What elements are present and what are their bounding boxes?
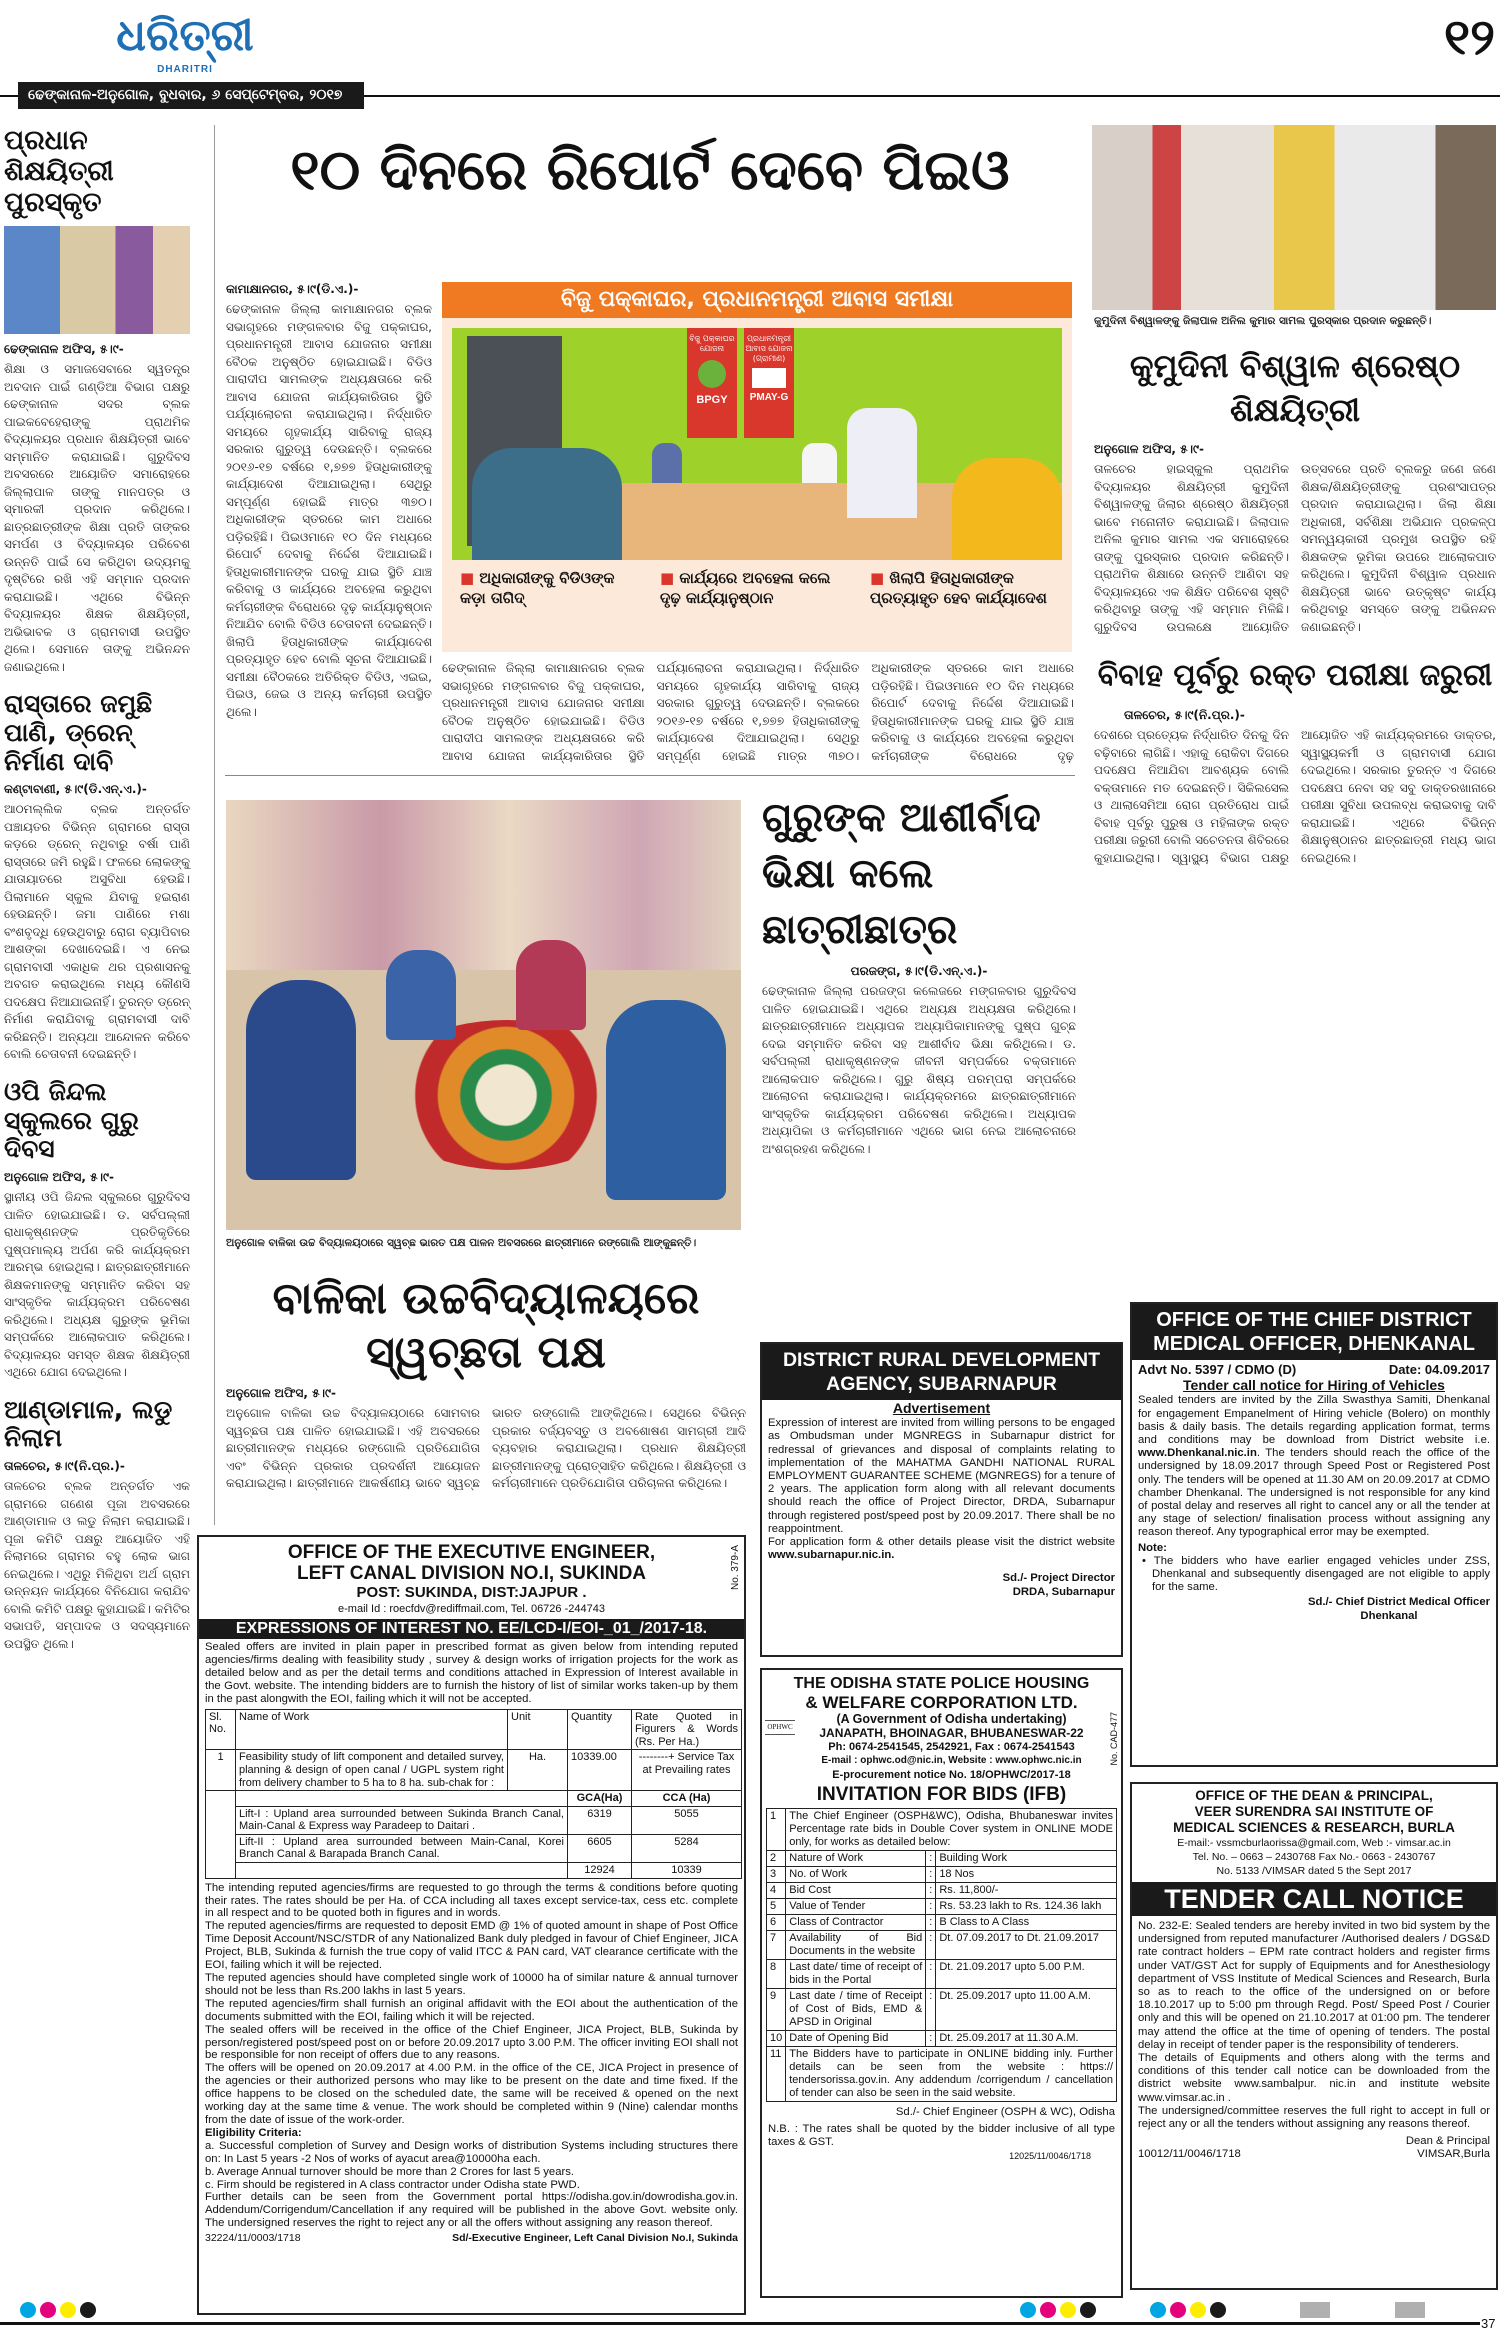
page-number-odia: ୧୨ xyxy=(1444,8,1495,66)
ad-title: & WELFARE CORPORATION LTD. xyxy=(805,1693,1078,1712)
ad-signature: DRDA, Subarnapur xyxy=(1012,1585,1115,1598)
article-body: ଢେଙ୍କାନାଳ ଜିଲ୍ଲା କାମାକ୍ଷାନଗର ବ୍ଲକ ସଭାଗୃହରେ ମଙ୍ଗଳବାର ବିଜୁ ପକ୍କାଘର, ପ୍ରଧାନମନ୍ତ୍ରୀ ଆବାସ ଯୋଜନାର ସମୀକ୍ଷା ବୈଠକ ଅନୁଷ୍ଠିତ ହୋଇଯାଇଛି। ବିଡିଓ ପାରାଦୀପ ସାମଲଙ୍କ ଅଧ୍ୟକ୍ଷତାରେ କରି ଆବାସ ଯୋଜନା କାର୍ଯ୍ୟକାରିତାର ସ୍ଥିତି ପର୍ଯ୍ୟାଲୋଚନା କରାଯାଇଥିଲା। ନିର୍ଦ୍ଧାରିତ ସମୟରେ ଗୃହକାର୍ଯ୍ୟ ସାରିବାକୁ ରାଜ୍ୟ ସରକାର ଗୁରୁତ୍ୱ ଦେଉଛନ୍ତି। ବ୍ଲକରେ ୨୦୧୬-୧୭ ବର୍ଷରେ ୧,୭୭୭ ହିତାଧିକାରୀଙ୍କୁ କାର୍ଯ୍ୟାଦେଶ ଦିଆଯାଇଥିଲା। ସେଥିରୁ ସମ୍ପୂର୍ଣ୍ଣ ହୋଇଛି ମାତ୍ର ୩୭୦। ଅଧିକାରୀଙ୍କ ସ୍ତରରେ କାମ ଅଧାରେ ପଡ଼ିରହିଛି। ପିଇଓମାନେ ୧୦ ଦିନ ମଧ୍ୟରେ ରିପୋର୍ଟ ଦେବାକୁ ନିର୍ଦ୍ଦେଶ ଦିଆଯାଇଛି। ହିତାଧିକାରୀମାନଙ୍କ ଘରକୁ ଯାଇ ସ୍ଥିତି ଯାଞ୍ଚ କରିବାକୁ ଓ କାର୍ଯ୍ୟରେ ଅବହେଳା କରୁଥିବା କର୍ମଚାରୀଙ୍କ ବିରୋଧରେ ଦୃଢ଼ କାର୍ଯ୍ୟାନୁଷ୍ଠାନ ନିଆଯିବ ବୋଲି ବିଡିଓ ଚେତାବନୀ ଦେଇଛନ୍ତି। ଖିଲାପି ହିତାଧିକାରୀଙ୍କ କାର୍ଯ୍ୟାଦେଶ ପ୍ରତ୍ୟାହୃତ ହେବ ବୋଲି ସୂଚନା ଦିଆଯାଇଛି। ସମୀକ୍ଷା ବୈଠକରେ ଅତିରିକ୍ତ ବିଡିଓ, ଏଇଇ, ପିଇଓ, ଜେଇ ଓ ଅନ୍ୟ କର୍ମଚାରୀ ଉପସ୍ଥିତ ଥିଲେ। xyxy=(226,302,432,719)
article-headline: ରାସ୍ତାରେ ଜମୁଛି ପାଣି, ଡ୍ରେନ୍ ନିର୍ମାଣ ଦାବି xyxy=(4,689,153,776)
article-body: ଆଠମଲ୍ଲିକ ବ୍ଲକ ଅନ୍ତର୍ଗତ ପଞ୍ଚାୟତର ବିଭିନ୍ନ ଗ୍ରାମରେ ରାସ୍ତା କଡ଼ରେ ଡ୍ରେନ୍ ନଥିବାରୁ ବର୍ଷା ପାଣି ରାସ୍ତାରେ ଜମି ରହୁଛି। ଫଳରେ ଲୋକଙ୍କୁ ଯାତାୟାତରେ ଅସୁବିଧା ହେଉଛି। ପିଲାମାନେ ସ୍କୁଲ ଯିବାକୁ ହଇରାଣ ହେଉଛନ୍ତି। ଜମା ପାଣିରେ ମଶା ବଂଶବୃଦ୍ଧି ହେଉଥିବାରୁ ରୋଗ ବ୍ୟାପିବାର ଆଶଙ୍କା ଦେଖାଦେଇଛି। ଏ ନେଇ ଗ୍ରାମବାସୀ ଏକାଧିକ ଥର ପ୍ରଶାସନକୁ ଅବଗତ କରାଇଥିଲେ ମଧ୍ୟ କୌଣସି ପଦକ୍ଷେପ ନିଆଯାଇନାହିଁ। ତୁରନ୍ତ ଡ୍ରେନ୍ ନିର୍ମାଣ କରାଯିବାକୁ ଗ୍ରାମବାସୀ ଦାବି କରିଛନ୍ତି। ଅନ୍ୟଥା ଆନ୍ଦୋଳନ କରିବେ ବୋଲି ଚେତାବନୀ ଦେଇଛନ୍ତି। xyxy=(4,802,190,1062)
cell: : xyxy=(926,2031,936,2047)
ad-paragraph: The details of Equipments and others along with the terms and conditions of this tender call notice can be downloaded from the district website www.sambalpur. nic.in and institute website www.vimsar.ac.in . xyxy=(1138,2052,1490,2104)
cell: : xyxy=(926,1851,936,1867)
website-link[interactable]: www.subarnapur.nic.in. xyxy=(768,1549,895,1562)
ad-signature: Dean & Principal xyxy=(1405,2135,1490,2148)
sign-code: BPGY xyxy=(696,394,728,406)
cell: 6605 xyxy=(568,1834,632,1862)
registration-dot xyxy=(1170,2302,1186,2318)
ad-paragraph: N.B. : The rates shall be quoted by the bidder inclusive of all type taxes & GST. xyxy=(768,2123,1115,2149)
article-headline: ପ୍ରଧାନ ଶିକ୍ଷୟିତ୍ରୀ ପୁରସ୍କୃତ xyxy=(4,125,114,219)
ifb-table xyxy=(766,1808,1117,2102)
ad-signature: Sd./- Project Director xyxy=(1002,1572,1115,1585)
gray-swatch xyxy=(1300,2302,1330,2318)
registration-marks xyxy=(20,2302,100,2323)
registration-dot xyxy=(1210,2302,1226,2318)
column-header: CCA (Ha) xyxy=(632,1791,742,1807)
article-body: ସ୍ଥାନୀୟ ଓପି ଜିନ୍ଦଲ ସ୍କୁଲରେ ଗୁରୁଦିବସ ପାଳିତ ହୋଇଯାଇଛି। ଡ. ସର୍ବପଲ୍ଲୀ ରାଧାକୃଷ୍ଣନଙ୍କ ପ୍ରତିକୃତିରେ ପୁଷ୍ପମାଲ୍ୟ ଅର୍ପଣ କରି କାର୍ଯ୍ୟକ୍ରମ ଆରମ୍ଭ ହୋଇଥିଲା। ଛାତ୍ରଛାତ୍ରୀମାନେ ଶିକ୍ଷକମାନଙ୍କୁ ସମ୍ମାନିତ କରିବା ସହ ସାଂସ୍କୃତିକ କାର୍ଯ୍ୟକ୍ରମ ପରିବେଷଣ କରିଥିଲେ। ଅଧ୍ୟକ୍ଷ ଗୁରୁଙ୍କ ଭୂମିକା ସମ୍ପର୍କରେ ଆଲୋକପାତ କରିଥିଲେ। ବିଦ୍ୟାଳୟର ସମସ୍ତ ଶିକ୍ଷକ ଶିକ୍ଷୟିତ୍ରୀ ଏଥିରେ ଯୋଗ ଦେଇଥିଲେ। xyxy=(4,1190,190,1380)
cell: 12924 xyxy=(568,1863,632,1879)
cell: Building Work xyxy=(936,1851,1117,1867)
ad-paragraph: The reputed agencies/firm shall furnish an original affidavit with the EOI about the authentication of the documents submitted with the EOI, failing which it will be rejected. xyxy=(205,1997,738,2023)
ad-paragraph xyxy=(768,1536,1115,1562)
main-headline: ୧୦ ଦିନରେ ରିପୋର୍ଟ ଦେବେ ପିଇଓ xyxy=(290,138,1010,203)
article-byline: ତାଳଚେର, ୫।୯(ନି.ପ୍ର.)- xyxy=(1124,708,1245,722)
article-body: ତାଳଚେର ବ୍ଲକ ଅନ୍ତର୍ଗତ ଏକ ଗ୍ରାମରେ ଗଣେଶ ପୂଜା ଅବସରରେ ଆଣ୍ଡାମାଳ ଓ ଲଡୁ ନିଲାମ କରାଯାଇଛି। ପୂଜା କମିଟି ପକ୍ଷରୁ ଆୟୋଜିତ ଏହି ନିଲାମରେ ଗ୍ରାମର ବହୁ ଲୋକ ଭାଗ ନେଇଥିଲେ। ଏଥିରୁ ମିଳିଥିବା ଅର୍ଥ ଗ୍ରାମ ଉନ୍ନୟନ କାର୍ଯ୍ୟରେ ବିନିଯୋଗ କରାଯିବ ବୋଲି କମିଟି ପକ୍ଷରୁ କୁହାଯାଇଛି। କମିଟିର ସଭାପତି, ସମ୍ପାଦକ ଓ ସଦସ୍ୟମାନେ ଉପସ୍ଥିତ ଥିଲେ। xyxy=(4,1479,190,1651)
cell: --------+ Service Tax at Prevailing rates xyxy=(632,1750,742,1791)
footer-page-number: 37 xyxy=(1481,2316,1496,2331)
ad-contact: E-mail:- vssmcburlaorissa@gmail.com, Web :- vimsar.ac.in xyxy=(1177,1837,1451,1849)
registration-marks xyxy=(1020,2302,1100,2323)
ad-notice-number: E-procurement notice No. 18/OPHWC/2017-18 xyxy=(832,1769,1071,1781)
ad-address: POST: SUKINDA, DIST:JAJPUR . xyxy=(356,1584,587,1601)
cell: Bid Cost xyxy=(786,1883,926,1899)
registration-dot xyxy=(60,2302,76,2318)
cell: 10339.00 xyxy=(568,1750,632,1791)
ad-address: JANAPATH, BHOINAGAR, BHUBANESWAR-22 xyxy=(819,1726,1084,1740)
rangoli-photo xyxy=(226,800,741,1230)
advt-number: Advt No. 5397 / CDMO (D) xyxy=(1138,1362,1297,1377)
article-byline: ତାଳଚେର, ୫।୯(ନି.ପ୍ର.)- xyxy=(4,1459,125,1474)
masthead-logo xyxy=(100,8,270,80)
ad-subheading: Tender call notice for Hiring of Vehicles xyxy=(1183,1377,1445,1394)
cell: 6 xyxy=(767,1915,786,1931)
cell: 10 xyxy=(767,2031,786,2047)
cell: 9 xyxy=(767,1989,786,2031)
ad-code: 12025/11/0046/1718 xyxy=(1009,2150,1091,2161)
sign-text: ବିଜୁ ପକ୍କାଘର ଯୋଜନା xyxy=(689,334,735,353)
article-headline: କୁମୁଦିନୀ ବିଶ୍ୱାଳ ଶ୍ରେଷ୍ଠ ଶିକ୍ଷୟିତ୍ରୀ xyxy=(1129,347,1461,429)
article-body: ତାଳଚେର ହାଇସ୍କୁଲ ପ୍ରାଥମିକ ବିଦ୍ୟାଳୟର ଶିକ୍ଷୟିତ୍ରୀ କୁମୁଦିନୀ ବିଶ୍ୱାଳଙ୍କୁ ଜିଲାର ଶ୍ରେଷ୍ଠ ଶିକ୍ଷୟିତ୍ରୀ ଭାବେ ମନୋନୀତ କରାଯାଇଛି। ଜିଲାପାଳ ଅନିଲ କୁମାର ସାମଲ ଏକ ସମାରୋହରେ ତାଙ୍କୁ ପୁରସ୍କାର ପ୍ରଦାନ କରିଛନ୍ତି। ପ୍ରାଥମିକ ଶିକ୍ଷାରେ ଉନ୍ନତି ଆଣିବା ସହ ବିଦ୍ୟାଳୟରେ ଏକ ଶିକ୍ଷିତ ପରିବେଶ ସୃଷ୍ଟି କରିଥିବାରୁ ତାଙ୍କୁ ଏହି ସମ୍ମାନ ମିଳିଛି। ଗୁରୁଦିବସ ଉପଲକ୍ଷେ ଆୟୋଜିତ ଉତ୍ସବରେ ପ୍ରତି ବ୍ଲକରୁ ଜଣେ ଜଣେ ଶିକ୍ଷକ/ଶିକ୍ଷୟିତ୍ରୀଙ୍କୁ ପ୍ରଶଂସାପତ୍ର ପ୍ରଦାନ କରାଯାଇଥିଲା। ଜିଲା ଶିକ୍ଷା ଅଧିକାରୀ, ସର୍ବଶିକ୍ଷା ଅଭିଯାନ ପ୍ରକଳ୍ପ ସମନ୍ୱୟକାରୀ ପ୍ରମୁଖ ଉପସ୍ଥିତ ରହି ଶିକ୍ଷକଙ୍କ ଭୂମିକା ଉପରେ ଆଲୋକପାତ କରିଥିଲେ। କୁମୁଦିନୀ ବିଶ୍ୱାଳ ପ୍ରଧାନ ଶିକ୍ଷୟିତ୍ରୀ ଭାବେ ଉତ୍କୃଷ୍ଟ କାର୍ଯ୍ୟ କରିଥିବାରୁ ସମସ୍ତେ ତାଙ୍କୁ ଅଭିନନ୍ଦନ ଜଣାଇଛନ୍ତି। xyxy=(1094,462,1496,634)
article-headline: ଆଣ୍ଡାମାଳ, ଲଡୁ ନିଲାମ xyxy=(4,1394,173,1453)
table-row xyxy=(206,1806,742,1834)
registration-dot xyxy=(40,2302,56,2318)
column-header: GCA(Ha) xyxy=(568,1791,632,1807)
main-story-text xyxy=(226,282,432,773)
registration-dot xyxy=(1060,2302,1076,2318)
registration-dot xyxy=(1040,2302,1056,2318)
ad-text: For application form & other details please visit the district website xyxy=(768,1536,1115,1549)
ad-paragraph: The sealed offers will be received in the office of the Chief Engineer, JICA Project, BLB, Sukinda by person/registered post/speed post on or before 20.09.2017 upto 3.00 P.M. The officer inviting EOI shall not be responsible for non receipt of offers due to any reasons. xyxy=(205,2023,738,2062)
ad-signature: Dhenkanal xyxy=(1360,1609,1418,1622)
cell: Dt. 21.09.2017 upto 5.00 P.M. xyxy=(936,1960,1117,1989)
article-byline: ପରଜଙ୍ଗ, ୫।୯(ଡି.ଏନ୍.ଏ.)- xyxy=(850,964,988,978)
ad-paragraph: c. Firm should be registered in A class contractor under Odisha state PWD. xyxy=(205,2178,580,2191)
article-byline: ଢେଙ୍କାନାଳ ଅଫିସ, ୫।୯- xyxy=(4,342,124,357)
column-header: Rate Quoted in Figurers & Words (Rs. Per Ha.) xyxy=(632,1709,742,1750)
table-row xyxy=(767,1960,1117,1989)
ad-signature: Sd./- Chief District Medical Officer xyxy=(1307,1596,1490,1609)
cell: 11 xyxy=(767,2047,786,2102)
cdmo-advertisement xyxy=(1130,1302,1498,1767)
felicitation-photo xyxy=(1092,125,1496,310)
key-point-text: ଖିଲାପି ହିତାଧିକାରୀଙ୍କ ପ୍ରତ୍ୟାହୃତ ହେବ କାର୍ଯ୍ୟାଦେଶ xyxy=(870,569,1047,607)
ad-title: MEDICAL OFFICER, DHENKANAL xyxy=(1153,1333,1475,1355)
registration-marks xyxy=(1150,2302,1230,2323)
ad-paragraph: Expression of interest are invited from willing persons to be engaged as Ombudsman under MGNREGS in Subarnapur district for redressal of grievances and disposal of complaints relating to implementation of the MAHATMA GANDHI NATIONAL RURAL EMPLOYMENT GUARANTEE SCHEME (MGNREGS) for a tenure of 2 years. The application form along with all relevant documents should reach the office of Project Director, DRDA, Subarnapur through registered post/speed post by 20.09.2017. There shall be no reappointment. xyxy=(768,1417,1115,1535)
ad-title-bar xyxy=(1132,1304,1496,1360)
column-divider xyxy=(214,125,215,1525)
registration-dot xyxy=(1150,2302,1166,2318)
key-points xyxy=(460,568,1060,608)
ad-paragraph: The undersigned/committee reserves the full right to accept in full or reject any or all the tenders without assigning any reasons thereof. xyxy=(1138,2104,1490,2131)
registration-dot xyxy=(1020,2302,1036,2318)
ad-note-label: Note: xyxy=(1138,1541,1167,1554)
vimsar-advertisement xyxy=(1130,1782,1498,2290)
key-point: ■ ଖିଲାପି ହିତାଧିକାରୀଙ୍କ ପ୍ରତ୍ୟାହୃତ ହେବ କାର୍ଯ୍ୟାଦେଶ xyxy=(870,569,1047,607)
ad-subheading: Eligibility Criteria: xyxy=(205,2126,302,2139)
cell: 5284 xyxy=(632,1834,742,1862)
cell: 1 xyxy=(206,1750,236,1791)
sign-code: PMAY-G xyxy=(749,392,789,403)
cell: Rs. 11,800/- xyxy=(936,1883,1117,1899)
table-row xyxy=(206,1750,742,1791)
ad-title: THE ODISHA STATE POLICE HOUSING xyxy=(793,1675,1090,1692)
cell: B Class to A Class xyxy=(936,1915,1117,1931)
cell: 4 xyxy=(767,1883,786,1899)
ad-subheading: Advertisement xyxy=(892,1400,991,1416)
cell: Nature of Work xyxy=(786,1851,926,1867)
ad-paragraph: b. Average Annual turnover should be more than 2 Crores for last 5 years. xyxy=(205,2165,575,2178)
column-header: Unit xyxy=(508,1709,568,1750)
cell: Date of Opening Bid xyxy=(786,2031,926,2047)
ad-title: INVITATION FOR BIDS (IFB) xyxy=(816,1784,1067,1805)
ad-title: LEFT CANAL DIVISION NO.I, SUKINDA xyxy=(296,1563,647,1584)
pmay-sign xyxy=(744,328,794,438)
cell: Value of Tender xyxy=(786,1899,926,1915)
ad-bullet: • The bidders who have earlier engaged vehicles under ZSS, Dhenkanal and subsequently disengaged are not eligible to apply for the same. xyxy=(1142,1554,1490,1594)
award-photo xyxy=(4,226,190,334)
photo-caption: ଅନୁଗୋଳ ବାଳିକା ଉଚ୍ଚ ବିଦ୍ୟାଳୟଠାରେ ସ୍ୱଚ୍ଛ ଭାରତ ପକ୍ଷ ପାଳନ ଅବସରରେ ଛାତ୍ରୀମାନେ ରଙ୍ଗୋଲି ଆଙ୍କୁଛନ୍ତି। xyxy=(226,1237,697,1249)
ad-paragraph: The offers will be opened on 20.09.2017 at 4.00 P.M. in the office of the CE, JICA Project in presence of the agencies or their authorized persons who may like to be present on the date and time fixed. If the office happens to be closed on the scheduled date, the same will be received & opened on the next working day at the same time & venue. The work should be completed within 9 (Nine) calendar months from the date of issue of the work-order. xyxy=(205,2062,738,2126)
website-link[interactable]: www.Dhenkanal.nic.in xyxy=(1138,1447,1257,1460)
table-row xyxy=(767,1989,1117,2031)
cell: : xyxy=(926,1883,936,1899)
balika-article xyxy=(226,1272,746,1493)
cell: 10339 xyxy=(632,1863,742,1879)
table-row xyxy=(767,1883,1117,1899)
cell: : xyxy=(926,1931,936,1960)
ophwc-advertisement xyxy=(760,1668,1123,2298)
column-header: Sl. No. xyxy=(206,1709,236,1750)
cell: : xyxy=(926,1915,936,1931)
article-body: ଶିକ୍ଷା ଓ ସମାଜସେବାରେ ସ୍ୱତନ୍ତ୍ର ଅବଦାନ ପାଇଁ ଗଣ୍ଡିଆ ବିଭାଗ ପକ୍ଷରୁ ଢେଙ୍କାନାଳ ସଦର ବ୍ଲକ ପାଇକବେହେରାଙ୍କୁ ପ୍ରାଥମିକ ବିଦ୍ୟାଳୟର ପ୍ରଧାନ ଶିକ୍ଷୟିତ୍ରୀ ଭାବେ ସମ୍ମାନିତ କରାଯାଇଛି। ଗୁରୁଦିବସ ଅବସରରେ ଆୟୋଜିତ ସମାରୋହରେ ଜିଲ୍ଲାପାଳ ତାଙ୍କୁ ମାନପତ୍ର ଓ ସ୍ମାରକୀ ପ୍ରଦାନ କରିଥିଲେ। ଛାତ୍ରଛାତ୍ରୀଙ୍କ ଶିକ୍ଷା ପ୍ରତି ତାଙ୍କର ସମର୍ପଣ ଓ ବିଦ୍ୟାଳୟର ପରିବେଶ ଉନ୍ନତି ପାଇଁ ସେ କରିଥିବା ଉଦ୍ୟମକୁ ଦୃଷ୍ଟିରେ ରଖି ଏହି ସମ୍ମାନ ପ୍ରଦାନ କରାଯାଇଛି। ଏଥିରେ ବିଭିନ୍ନ ବିଦ୍ୟାଳୟର ଶିକ୍ଷକ ଶିକ୍ଷୟିତ୍ରୀ, ଅଭିଭାବକ ଓ ଗ୍ରାମବାସୀ ଉପସ୍ଥିତ ଥିଲେ। ସେମାନେ ତାଙ୍କୁ ଅଭିନନ୍ଦନ ଜଣାଇଥିଲେ। xyxy=(4,362,190,674)
article-headline: ଗୁରୁଙ୍କ ଆଶୀର୍ବାଦ ଭିକ୍ଷା କଲେ ଛାତ୍ରୀଛାତ୍ର xyxy=(762,795,1041,953)
article-body: ଦେଶରେ ପ୍ରତ୍ୟେକ ନିର୍ଦ୍ଧାରିତ ଦିନକୁ ଦିନ ବଢ଼ିବାରେ ଲାଗିଛି। ଏହାକୁ ରୋକିବା ଦିଗରେ ପଦକ୍ଷେପ ନିଆଯିବା ଆବଶ୍ୟକ ବୋଲି ବକ୍ତାମାନେ ମତ ଦେଇଛନ୍ତି। ସିକିଲସେଲ ଓ ଥାଲାସେମିଆ ରୋଗ ପ୍ରତିରୋଧ ପାଇଁ ବିବାହ ପୂର୍ବରୁ ପୁରୁଷ ଓ ମହିଳାଙ୍କ ରକ୍ତ ପରୀକ୍ଷା ଜରୁରୀ ବୋଲି ସଚେତନତା ଶିବିରରେ କୁହାଯାଇଥିଲା। ସ୍ୱାସ୍ଥ୍ୟ ବିଭାଗ ପକ୍ଷରୁ ଆୟୋଜିତ ଏହି କାର୍ଯ୍ୟକ୍ରମରେ ଡାକ୍ତର, ସ୍ୱାସ୍ଥ୍ୟକର୍ମୀ ଓ ଗ୍ରାମବାସୀ ଯୋଗ ଦେଇଥିଲେ। ସରକାର ତୁରନ୍ତ ଏ ଦିଗରେ ପଦକ୍ଷେପ ନେବା ସହ ସବୁ ଡାକ୍ତରଖାନାରେ ପରୀକ୍ଷା ସୁବିଧା ଉପଲବ୍ଧ କରାଇବାକୁ ଦାବି କରାଯାଇଛି। ଏଥିରେ ବିଭିନ୍ନ ଶିକ୍ଷାନୁଷ୍ଠାନର ଛାତ୍ରଛାତ୍ରୀ ମଧ୍ୟ ଭାଗ ନେଇଥିଲେ। xyxy=(1094,728,1496,865)
ad-contact: Ph: 0674-2541545, 2542921, Fax : 0674-2541543 xyxy=(828,1741,1075,1753)
table-row xyxy=(206,1863,742,1879)
cell: : xyxy=(926,1899,936,1915)
main-story-continued: ଢେଙ୍କାନାଳ ଜିଲ୍ଲା କାମାକ୍ଷାନଗର ବ୍ଲକ ସଭାଗୃହରେ ମଙ୍ଗଳବାର ବିଜୁ ପକ୍କାଘର, ପ୍ରଧାନମନ୍ତ୍ରୀ ଆବାସ ଯୋଜନାର ସମୀକ୍ଷା ବୈଠକ ଅନୁଷ୍ଠିତ ହୋଇଯାଇଛି। ବିଡିଓ ପାରାଦୀପ ସାମଲଙ୍କ ଅଧ୍ୟକ୍ଷତାରେ କରି ଆବାସ ଯୋଜନା କାର୍ଯ୍ୟକାରିତାର ସ୍ଥିତି ପର୍ଯ୍ୟାଲୋଚନା କରାଯାଇଥିଲା। ନିର୍ଦ୍ଧାରିତ ସମୟରେ ଗୃହକାର୍ଯ୍ୟ ସାରିବାକୁ ରାଜ୍ୟ ସରକାର ଗୁରୁତ୍ୱ ଦେଉଛନ୍ତି। ବ୍ଲକରେ ୨୦୧୬-୧୭ ବର୍ଷରେ ୧,୭୭୭ ହିତାଧିକାରୀଙ୍କୁ କାର୍ଯ୍ୟାଦେଶ ଦିଆଯାଇଥିଲା। ସେଥିରୁ ସମ୍ପୂର୍ଣ୍ଣ ହୋଇଛି ମାତ୍ର ୩୭୦। ଅଧିକାରୀଙ୍କ ସ୍ତରରେ କାମ ଅଧାରେ ପଡ଼ିରହିଛି। ପିଇଓମାନେ ୧୦ ଦିନ ମଧ୍ୟରେ ରିପୋର୍ଟ ଦେବାକୁ ନିର୍ଦ୍ଦେଶ ଦିଆଯାଇଛି। ହିତାଧିକାରୀମାନଙ୍କ ଘରକୁ ଯାଇ ସ୍ଥିତି ଯାଞ୍ଚ କରିବାକୁ ଓ କାର୍ଯ୍ୟରେ ଅବହେଳା କରୁଥିବା କର୍ମଚାରୀଙ୍କ ବିରୋଧରେ ଦୃଢ଼ xyxy=(442,661,1074,763)
ad-title: AGENCY, SUBARNAPUR xyxy=(826,1373,1057,1395)
advt-date: Date: 04.09.2017 xyxy=(1388,1362,1490,1377)
cell: 18 Nos xyxy=(936,1867,1117,1883)
ad-title: VEER SURENDRA SAI INSTITUTE OF xyxy=(1194,1804,1434,1819)
cell: : xyxy=(926,1989,936,2031)
guru-article xyxy=(762,790,1076,1158)
cell: : xyxy=(926,1960,936,1989)
table-row xyxy=(767,2047,1117,2102)
section-rule xyxy=(225,775,1075,776)
ad-contact: e-mail Id : roecfdv@rediffmail.com, Tel. 06726 -244743 xyxy=(338,1603,605,1615)
eoi-work-table xyxy=(205,1709,742,1879)
cell: No. of Work xyxy=(786,1867,926,1883)
logo-subtitle: DHARITRI xyxy=(157,64,213,75)
table-row xyxy=(767,1931,1117,1960)
article-byline: ଅନୁଗୋଳ ଅଫିସ, ୫।୯- xyxy=(4,1170,114,1185)
cell: Feasibility study of lift component and detailed survey, planning & design of open canal / UGPL system right from delivery chamber to 5 ha to 8 ha. sub-chak for : xyxy=(236,1750,508,1791)
cell: The Bidders have to participate in ONLINE bidding inly. Further details can be seen from the website : https:// tendersorissa.gov.in. Any addendum /corrigendum / cancellation of tender can also be seen in the said website. xyxy=(786,2047,1117,2102)
ad-code: 32224/11/0003/1718 xyxy=(205,2232,301,2245)
article-headline: ବିବାହ ପୂର୍ବରୁ ରକ୍ତ ପରୀକ୍ଷା ଜରୁରୀ xyxy=(1097,658,1493,693)
table-row xyxy=(206,1834,742,1862)
registration-dot xyxy=(1190,2302,1206,2318)
highlight-banner: ବିଜୁ ପକ୍କାଘର, ପ୍ରଧାନମନ୍ତ୍ରୀ ଆବାସ ସମୀକ୍ଷା xyxy=(442,282,1072,318)
cell: : xyxy=(926,1867,936,1883)
ad-paragraph: No. 232-E: Sealed tenders are hereby invited in two bid system by the undersigned from reputed manufacturer /Authorised dealers / DGS&D rate contract holders – EPM rate contract holders and register firms under VAT/GST Act for supply of Equipments and for Anesthesiology department of VSS Institute of Medical Sciences and Research, Burla so as to reach to the office of the undersigned on or before 18.10.2017 up to 5:00 pm through Regd. Post/ Speed Post / Courier only and this will be opened on 21.10.2017 at 01:00 pm. The tenderer may attend the office at the time of opening of tenders. The postal delay in receipt of tender paper is the responsibility of tenderers. xyxy=(1138,1920,1490,2051)
dateline: ଢେଙ୍କାନାଳ-ଅନୁଗୋଳ, ବୁଧବାର, ୬ ସେପ୍ଟେମ୍ବର, ୨୦୧୭ xyxy=(18,82,364,109)
cell: Lift-II : Upland area surrounded between Main-Canal, Korei Branch Canal & Barapada Branch Canal. xyxy=(236,1834,568,1862)
column-header: Name of Work xyxy=(236,1709,508,1750)
registration-dot xyxy=(1080,2302,1096,2318)
ad-reference-number: No. CAD-477 xyxy=(1109,1712,1119,1766)
left-column xyxy=(4,125,190,1653)
ad-paragraph: Further details can be seen from the Government portal https://odisha.gov.in/dowrodisha.gov.in. Addendum/Corrigendum/Cancellation if any required will be published in the above Govt. website only. The undersigned reserves the right to reject any or all the offers without assigning any reason thereof. xyxy=(205,2191,738,2230)
ad-title: MEDICAL SCIENCES & RESEARCH, BURLA xyxy=(1173,1820,1455,1835)
key-point-text: କାର୍ଯ୍ୟରେ ଅବହେଳା କଲେ ଦୃଢ଼ କାର୍ଯ୍ୟାନୁଷ୍ଠାନ xyxy=(660,569,831,607)
bpgy-sign xyxy=(687,328,737,438)
ad-signature: Sd./- Chief Engineer (OSPH & WC), Odisha xyxy=(895,2106,1115,2118)
table-row xyxy=(767,1899,1117,1915)
article-body: ଅନୁଗୋଳ ବାଳିକା ଉଚ୍ଚ ବିଦ୍ୟାଳୟଠାରେ ସୋମବାର ସ୍ୱଚ୍ଛତା ପକ୍ଷ ପାଳିତ ହୋଇଯାଇଛି। ଏହି ଅବସରରେ ଛାତ୍ରୀମାନଙ୍କ ମଧ୍ୟରେ ରଙ୍ଗୋଲି ପ୍ରତିଯୋଗିତା ଏବଂ ବିଭିନ୍ନ ପ୍ରକାର ପ୍ରଦର୍ଶନୀ ଆୟୋଜନ କରାଯାଇଥିଲା। ଛାତ୍ରୀମାନେ ଆକର୍ଷଣୀୟ ଭାବେ ସ୍ୱଚ୍ଛ ଭାରତ ରଙ୍ଗୋଲି ଆଙ୍କିଥିଲେ। ସେଥିରେ ବିଭିନ୍ନ ପ୍ରକାର ବର୍ଜ୍ୟବସ୍ତୁ ଓ ଅବଶୋଷଣ ସାମଗ୍ରୀ ଆଦି ବ୍ୟବହାର କରାଯାଇଥିଲା। ପ୍ରଧାନ ଶିକ୍ଷୟିତ୍ରୀ ଛାତ୍ରୀମାନଙ୍କୁ ପ୍ରୋତ୍ସାହିତ କରିଥିଲେ। ଶିକ୍ଷୟିତ୍ରୀ ଓ କର୍ମଚାରୀମାନେ ପ୍ରତିଯୋଗିତା ପରିଚାଳନା କରିଥିଲେ। xyxy=(226,1406,746,1490)
cell: Ha. xyxy=(508,1750,568,1791)
ophwc-logo: OPHWC xyxy=(765,1720,795,1735)
article-headline: ଓପି ଜିନ୍ଦଲ ସ୍କୁଲରେ ଗୁରୁ ଦିବସ xyxy=(4,1076,139,1164)
cell: 3 xyxy=(767,1867,786,1883)
cell: The Chief Engineer (OSPH&WC), Odisha, Bhubaneswar invites Percentage rate bids in Double Cover system in ONLINE MODE only, for works as detailed below: xyxy=(786,1809,1117,1851)
article-byline: କଣ୍ଟାବାଣୀ, ୫।୯(ଡି.ଏନ୍.ଏ.)- xyxy=(4,782,147,797)
ad-title: OFFICE OF THE DEAN & PRINCIPAL, xyxy=(1195,1788,1433,1803)
ad-title: OFFICE OF THE CHIEF DISTRICT xyxy=(1156,1309,1472,1331)
cell: Last date / time of Receipt of Cost of Bids, EMD & APSD in Original xyxy=(786,1989,926,2031)
cell: 2 xyxy=(767,1851,786,1867)
ad-paragraph: The reputed agencies should have completed single work of 10000 ha of similar nature & annual turnover should not be less than Rs.200 lakhs in last 5 years. xyxy=(205,1972,738,1997)
table-row xyxy=(206,1791,742,1807)
ad-title-bar: TENDER CALL NOTICE xyxy=(1132,1882,1496,1916)
article-body: ଢେଙ୍କାନାଳ ଜିଲ୍ଲା ପରଜଙ୍ଗ କଲେଜରେ ମଙ୍ଗଳବାର ଗୁରୁଦିବସ ପାଳିତ ହୋଇଯାଇଛି। ଏଥିରେ ଅଧ୍ୟକ୍ଷ ଅଧ୍ୟକ୍ଷତା କରିଥିଲେ। ଛାତ୍ରଛାତ୍ରୀମାନେ ଅଧ୍ୟାପକ ଅଧ୍ୟାପିକାମାନଙ୍କୁ ପୁଷ୍ପ ଗୁଚ୍ଛ ଦେଇ ସମ୍ମାନିତ କରିବା ସହ ଆଶୀର୍ବାଦ ଭିକ୍ଷା କରିଥିଲେ। ଡ. ସର୍ବପଲ୍ଲୀ ରାଧାକୃଷ୍ଣନଙ୍କ ଜୀବନୀ ସମ୍ପର୍କରେ ବକ୍ତାମାନେ ଆଲୋକପାତ କରିଥିଲେ। ଗୁରୁ ଶିଷ୍ୟ ପରମ୍ପରା ସମ୍ପର୍କରେ ଆଲୋଚନା କରାଯାଇଥିଲା। କାର୍ଯ୍ୟକ୍ରମରେ ଛାତ୍ରଛାତ୍ରୀମାନେ ସାଂସ୍କୃତିକ କାର୍ଯ୍ୟକ୍ରମ ପରିବେଷଣ କରିଥିଲେ। ଅଧ୍ୟାପକ ଅଧ୍ୟାପିକା ଓ କର୍ମଚାରୀମାନେ ଏଥିରେ ଭାଗ ନେଇ ଆଲୋଚନାରେ ଅଂଶଗ୍ରହଣ କରିଥିଲେ। xyxy=(762,984,1076,1156)
footer-rule xyxy=(0,2322,1480,2325)
table-row: 1 The Chief Engineer (OSPH&WC), Odisha, Bhubaneswar invites Percentage rate bids in Double Cover system in ONLINE MODE only, for works as detailed below: xyxy=(767,1809,1117,1851)
cell: Class of Contractor xyxy=(786,1915,926,1931)
cell: 5 xyxy=(767,1899,786,1915)
article-byline: ଅନୁଗୋଳ ଅଫିସ, ୫।୯- xyxy=(1094,442,1204,456)
table-row xyxy=(767,1915,1117,1931)
ad-title: DISTRICT RURAL DEVELOPMENT xyxy=(782,1349,1101,1371)
cell: 6319 xyxy=(568,1806,632,1834)
key-point: ■ ଅଧିକାରୀଙ୍କୁ ବିଡିଓଙ୍କ କଡ଼ା ତାଗିଦ୍ xyxy=(460,569,615,607)
column-header: Quantity xyxy=(568,1709,632,1750)
registration-dot xyxy=(20,2302,36,2318)
ad-title-bar: EXPRESSIONS OF INTEREST NO. EE/LCD-I/EOI-_01_/2017-18. xyxy=(199,1619,744,1639)
review-meeting-photo xyxy=(452,328,1062,560)
ad-text: The bidders who have earlier engaged vehicles under ZSS, Dhenkanal and subsequently disengaged are not eligible to apply for the same. xyxy=(1152,1554,1490,1594)
ad-code: 10012/11/0046/1718 xyxy=(1138,2148,1241,2161)
logo-text: ଧରିତ୍ରୀ xyxy=(116,10,254,61)
highlight-box xyxy=(442,282,1072,652)
ad-reference-number: No. 379-A xyxy=(730,1545,741,1591)
ad-paragraph: The intending reputed agencies/firms are requested to go through the terms & conditions before quoting their rates. The rates should be per Ha. of CCA including all taxes except service-tax, cess etc. complete in all respect and to be quoted both in figures and in words. xyxy=(205,1881,738,1920)
article-headline: ବାଳିକା ଉଚ୍ଚବିଦ୍ୟାଳୟରେ ସ୍ୱଚ୍ଛତା ପକ୍ଷ xyxy=(272,1273,700,1378)
cell: Rs. 53.23 lakh to Rs. 124.36 lakh xyxy=(936,1899,1117,1915)
eoi-advertisement xyxy=(197,1535,746,2315)
article-byline: ଅନୁଗୋଳ ଅଫିସ, ୫।୯- xyxy=(226,1386,336,1400)
ad-paragraph: Sealed offers are invited in plain paper in prescribed format as given below from intending reputed agencies/firms dealing with feasibility study , survey & design works of irrigation projects for the work as detailed below and as per the detail terms and conditions attached in Expression of Interest available in the Govt. website. The intending bidders are to furnish the history of list of similar works taken-up by them in the past alongwith the EOI, failing which it will not be accepted. xyxy=(205,1641,738,1705)
cell: 5055 xyxy=(632,1806,742,1834)
ad-line: (A Government of Odisha undertaking) xyxy=(836,1712,1067,1726)
ad-signature: Sd/-Executive Engineer, Left Canal Division No.I, Sukinda xyxy=(452,2232,738,2245)
ad-text: . The tenders should reach the office of the undersigned by 18.09.2017 through Speed Post or Registered Post only. The tenders will be opened at 11.30 AM on 20.09.2017 at CDMO chamber Dhenkanal. The undersigned is not responsible for any kind of postal delay and reserves all right to cancel any or all the tender at any stage of selection/ finalisation process without assigning any reason thereof. Any typographical error may be exempted. xyxy=(1138,1447,1490,1539)
ad-contact: E-mail : ophwc.od@nic.in, Website : www.ophwc.nic.in xyxy=(821,1755,1082,1766)
ad-paragraph: a. Successful completion of Survey and Design works of distribution Systems including structures there on: In Last 5 years -2 Nos of works of ayacut area@10000ha each. xyxy=(205,2139,738,2165)
cell: Dt. 07.09.2017 to Dt. 21.09.2017 xyxy=(936,1931,1117,1960)
ad-notice-number: No. 5133 /VIMSAR dated 5 the Sept 2017 xyxy=(1216,1865,1412,1877)
cell: Lift-I : Upland area surrounded between Sukinda Branch Canal, Main-Canal & Express way Paradeep to Daitari . xyxy=(236,1806,568,1834)
cell: 8 xyxy=(767,1960,786,1989)
table-row xyxy=(767,1851,1117,1867)
ad-signature: VIMSAR,Burla xyxy=(1417,2148,1490,2161)
photo-caption: କୁମୁଦିନୀ ବିଶ୍ୱାଳଙ୍କୁ ଜିଲାପାଳ ଅନିଲ କୁମାର ସାମଲ ପୁରସ୍କାର ପ୍ରଦାନ କରୁଛନ୍ତି। xyxy=(1094,315,1432,327)
registration-dot xyxy=(80,2302,96,2318)
ad-text: Sealed tenders are invited by the Zilla Swasthya Samiti, Dhenkanal for engagement Empanelment of Hiring vehicle (Bolero) on monthly basis & daily basis. The details regarding application format, terms and conditions may be download from District website i.e. xyxy=(1138,1394,1490,1447)
ad-paragraph: The reputed agencies/firms are requested to deposit EMD @ 1% of quoted amount in shape of Post Office Time Deposit Account/NSC/STDR of any Nationalized Bank duly pledged in favour of Chief Engineer, JICA Project, BLB, Sukinda & furnish the true copy of valid ITCC & PAN card, VAT clearance certificate with the EOI, failing which it will be rejected. xyxy=(205,1920,738,1972)
table-row xyxy=(767,2031,1117,2047)
gray-swatch xyxy=(1395,2302,1425,2318)
ad-paragraph xyxy=(1138,1394,1490,1539)
sign-text: ପ୍ରଧାନମନ୍ତ୍ରୀ ଆବାସ ଯୋଜନା (ଗ୍ରାମୀଣ) xyxy=(745,334,793,363)
right-column xyxy=(1094,314,1496,867)
article-byline: କାମାକ୍ଷାନଗର, ୫।୯(ଡି.ଏ.)- xyxy=(226,282,359,296)
table-row xyxy=(767,1867,1117,1883)
cell: Availability of Bid Documents in the website xyxy=(786,1931,926,1960)
cell: Dt. 25.09.2017 upto 11.00 A.M. xyxy=(936,1989,1117,2031)
ad-contact: Tel. No. – 0663 – 2430768 Fax No.- 0663 - 2430767 xyxy=(1192,1851,1436,1863)
cell: 7 xyxy=(767,1931,786,1960)
key-point-text: ଅଧିକାରୀଙ୍କୁ ବିଡିଓଙ୍କ କଡ଼ା ତାଗିଦ୍ xyxy=(460,569,615,607)
ad-title-bar xyxy=(762,1344,1121,1400)
ad-title: OFFICE OF THE EXECUTIVE ENGINEER, xyxy=(287,1542,656,1563)
cell: Last date/ time of receipt of bids in the Portal xyxy=(786,1960,926,1989)
drda-advertisement xyxy=(760,1342,1123,1657)
key-point: ■ କାର୍ଯ୍ୟରେ ଅବହେଳା କଲେ ଦୃଢ଼ କାର୍ଯ୍ୟାନୁଷ୍ଠାନ xyxy=(660,569,831,607)
cell: Dt. 25.09.2017 at 11.30 A.M. xyxy=(936,2031,1117,2047)
